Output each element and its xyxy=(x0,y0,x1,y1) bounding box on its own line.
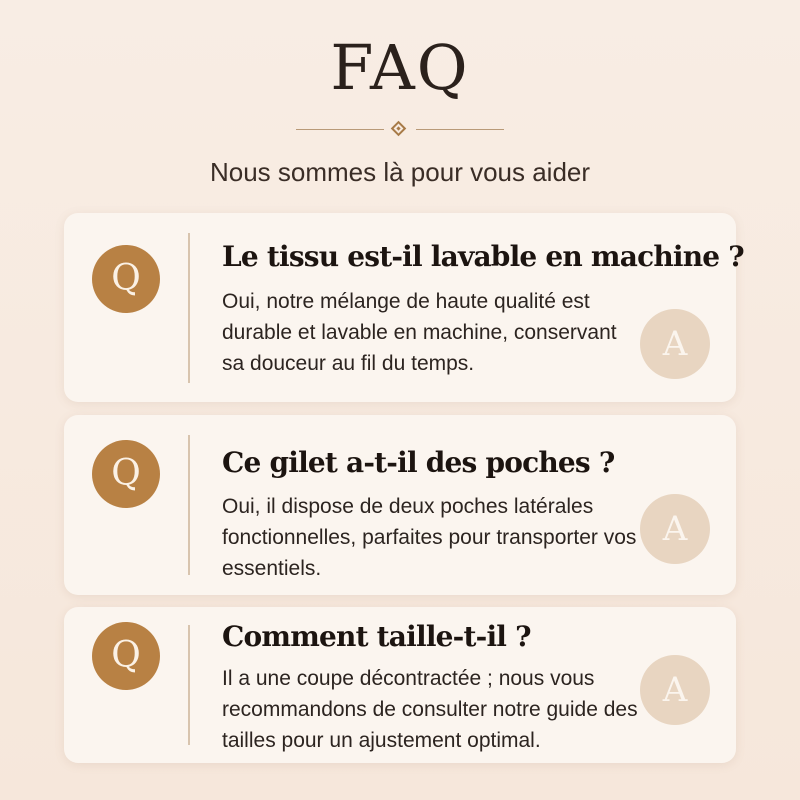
question-badge-icon: Q xyxy=(92,622,160,690)
title-divider xyxy=(296,122,504,138)
divider-line-right xyxy=(416,129,504,130)
question-badge-icon: Q xyxy=(92,440,160,508)
card-divider xyxy=(188,233,190,383)
question-badge-icon: Q xyxy=(92,245,160,313)
faq-question: Ce gilet a-t-il des poches ? xyxy=(222,446,615,479)
diamond-icon xyxy=(391,121,407,137)
faq-card[interactable] xyxy=(64,213,744,402)
faq-answer: Il a une coupe décontractée ; nous vous recommandons de consulter notre guide des tailles pour un ajustement optimal. xyxy=(222,667,638,752)
divider-line-left xyxy=(296,129,384,130)
faq-subtitle: Nous sommes là pour vous aider xyxy=(209,157,591,187)
card-divider xyxy=(188,435,190,575)
card-divider xyxy=(188,625,190,745)
faq-title: FAQ xyxy=(330,31,470,104)
faq-question: Le tissu est-il lavable en machine ? xyxy=(222,240,744,273)
faq-card[interactable] xyxy=(64,415,736,595)
faq-answer: Oui, notre mélange de haute qualité est durable et lavable en machine, conservant sa douceur au fil du temps. xyxy=(222,290,617,375)
answer-badge-icon: A xyxy=(640,655,710,725)
faq-question: Comment taille-t-il ? xyxy=(222,620,531,653)
answer-badge-icon: A xyxy=(640,494,710,564)
answer-badge-icon: A xyxy=(640,309,710,379)
faq-answer: Oui, il dispose de deux poches latérales fonctionnelles, parfaites pour transporter vos essentiels. xyxy=(222,495,637,580)
faq-card[interactable] xyxy=(64,607,736,763)
